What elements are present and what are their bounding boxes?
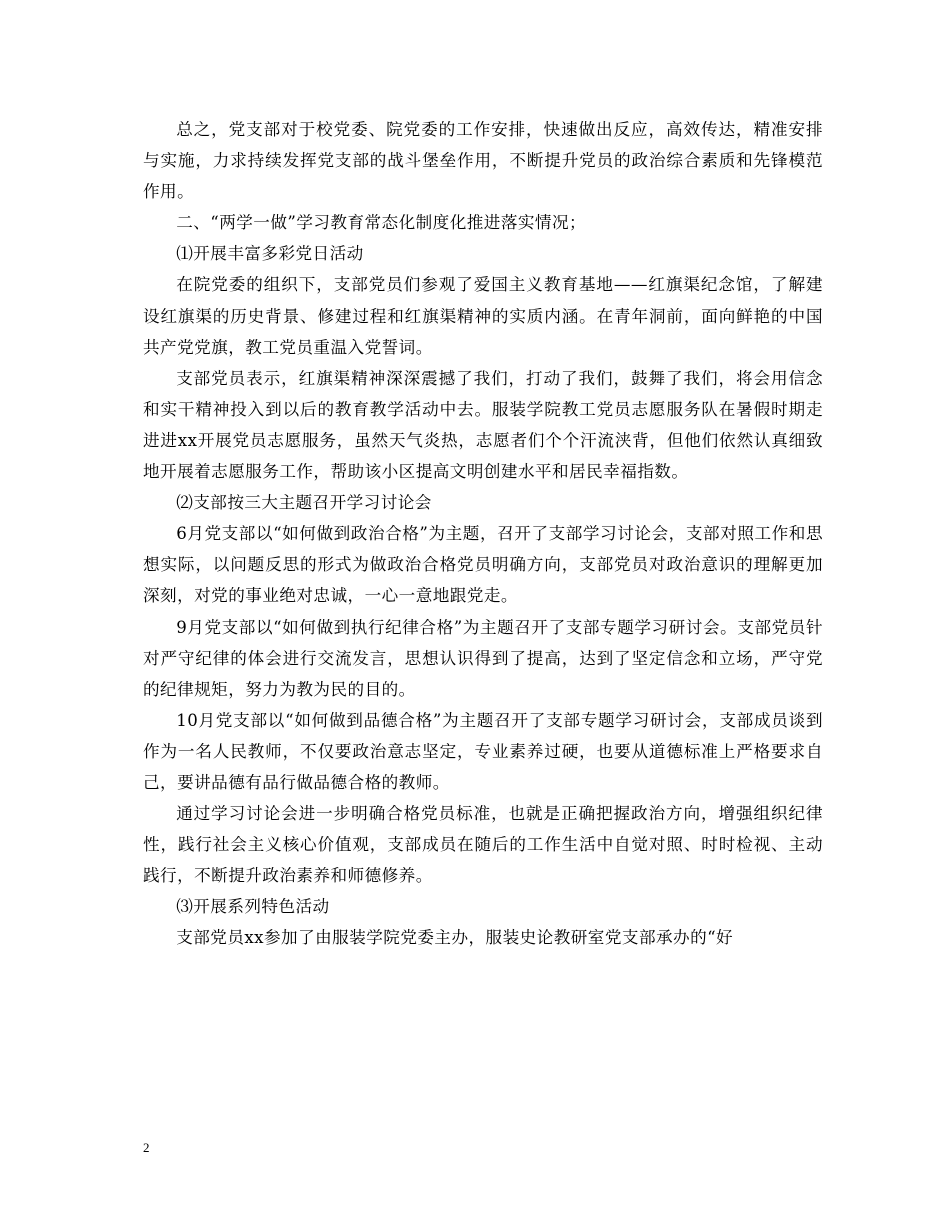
paragraph-special-activity: 支部党员xx参加了由服装学院党委主办，服装史论教研室党支部承办的“好 <box>176 928 734 948</box>
subheading-study-meetings: ⑵支部按三大主题召开学习讨论会 <box>176 493 432 513</box>
paragraph-hongqiqu-visit: 在院党委的组织下，支部党员们参观了爱国主义教育基地——红旗渠纪念馆，了解建设红旗渠的历史背景、修建过程和红旗渠精神的实质内涵。在青年洞前，面向鲜艳的中国共产党党旗，教工党员重温入党誓词。 <box>143 275 823 357</box>
paragraph-volunteer-service: 支部党员表示，红旗渠精神深深震撼了我们，打动了我们，鼓舞了我们，将会用信念和实干精神投入到以后的教育教学活动中去。服装学院教工党员志愿服务队在暑假时期走进进xx开展党员志愿服务，虽然天气炎热，志愿者们个个汗流浃背，但他们依然认真细致地开展着志愿服务工作，帮助该小区提高文明创建水平和居民幸福指数。 <box>143 368 823 482</box>
paragraph-june-meeting: 6月党支部以“如何做到政治合格”为主题，召开了支部学习讨论会，支部对照工作和思想实际，以问题反思的形式为做政治合格党员明确方向，支部党员对政治意识的理解更加深刻，对党的事业绝对忠诚，一心一意地跟党走。 <box>143 524 823 606</box>
subheading-party-day: ⑴开展丰富多彩党日活动 <box>176 244 364 264</box>
paragraph-september-meeting: 9月党支部以“如何做到执行纪律合格”为主题召开了支部专题学习研讨会。支部党员针对严守纪律的体会进行交流发言，思想认识得到了提高，达到了坚定信念和立场，严守党的纪律规矩，努力为教为民的目的。 <box>143 617 823 699</box>
document-body <box>143 114 823 954</box>
paragraph-meeting-outcome: 通过学习讨论会进一步明确合格党员标准，也就是正确把握政治方向，增强组织纪律性，践行社会主义核心价值观，支部成员在随后的工作生活中自觉对照、时时检视、主动践行，不断提升政治素养和师德修养。 <box>143 804 823 886</box>
paragraph-october-meeting: 10月党支部以“如何做到品德合格”为主题召开了支部专题学习研讨会，支部成员谈到作为一名人民教师，不仅要政治意志坚定，专业素养过硬，也要从道德标准上严格要求自己，要讲品德有品行做品德合格的教师。 <box>143 710 823 792</box>
paragraph-summary: 总之，党支部对于校党委、院党委的工作安排，快速做出反应，高效传达，精准安排与实施，力求持续发挥党支部的战斗堡垒作用，不断提升党员的政治综合素质和先锋模范作用。 <box>143 120 823 202</box>
page-number: 2 <box>143 1140 150 1155</box>
subheading-special-activities: ⑶开展系列特色活动 <box>176 897 330 917</box>
section-heading-two: 二、“两学一做”学习教育常态化制度化推进落实情况； <box>176 213 587 233</box>
